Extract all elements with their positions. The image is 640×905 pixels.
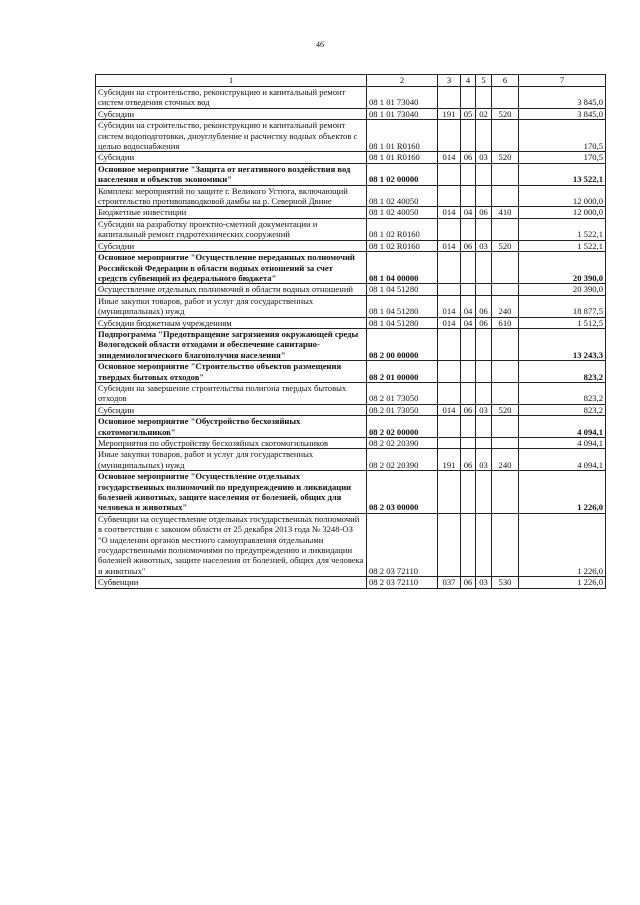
cell-sum: 13 522,1 [519,163,606,185]
cell-pr [476,120,492,152]
cell-code: 08 1 04 51280 [367,317,438,328]
cell-grbs: 014 [438,152,461,163]
cell-grbs: 014 [438,317,461,328]
cell-name: Субсидии [96,240,367,251]
table-row [96,438,606,449]
cell-grbs [438,163,461,185]
cell-pr [476,163,492,185]
cell-vr [492,185,519,207]
cell-rz [461,382,476,404]
cell-sum: 170,5 [519,152,606,163]
table-body [96,87,606,589]
cell-vr [492,328,519,360]
cell-pr [476,252,492,284]
cell-vr: 520 [492,152,519,163]
cell-pr: 03 [476,240,492,251]
cell-grbs [438,471,461,514]
cell-sum: 823,2 [519,404,606,415]
cell-grbs: 037 [438,577,461,588]
table-row [96,577,606,588]
cell-rz: 06 [461,404,476,415]
cell-rz [461,87,476,109]
cell-vr [492,513,519,576]
cell-rz: 06 [461,449,476,471]
cell-rz [461,163,476,185]
cell-name: Подпрограмма "Предотвращение загрязнения окружающей среды Вологодской области отходами и обеспечение санитарно-эпидемиологического благополучия населения" [96,328,367,360]
cell-grbs [438,438,461,449]
cell-rz [461,252,476,284]
cell-code: 08 1 04 00000 [367,252,438,284]
table-row [96,87,606,109]
cell-sum: 13 243,3 [519,328,606,360]
cell-rz [461,120,476,152]
cell-name: Субсидии [96,152,367,163]
cell-vr: 520 [492,108,519,119]
cell-rz: 06 [461,240,476,251]
cell-sum: 170,5 [519,120,606,152]
cell-code: 08 2 03 72110 [367,577,438,588]
cell-name: Основное мероприятие "Осуществление переданных полномочий Российской Федерации в области водных отношений за счет средств субвенций из федерального бюджета" [96,252,367,284]
cell-vr [492,252,519,284]
cell-sum: 4 094,1 [519,416,606,438]
cell-vr [492,416,519,438]
cell-sum: 20 390,0 [519,284,606,295]
cell-name: Субсидии на строительство, реконструкцию и капитальный ремонт систем водоподготовки, дноуглубление и расчистку водных объектов с целью водоснабжения [96,120,367,152]
cell-sum: 12 000,0 [519,207,606,218]
table-row [96,328,606,360]
cell-sum: 20 390,0 [519,252,606,284]
table-row [96,218,606,240]
cell-sum: 1 226,0 [519,513,606,576]
cell-name: Субсидии на строительство, реконструкцию и капитальный ремонт систем отведения сточных вод [96,87,367,109]
cell-code: 08 1 02 40050 [367,207,438,218]
cell-rz: 06 [461,577,476,588]
cell-pr: 02 [476,108,492,119]
cell-grbs: 014 [438,404,461,415]
column-header-rz: 4 [461,75,476,87]
cell-code: 08 1 02 R0160 [367,240,438,251]
cell-sum: 1 522,1 [519,218,606,240]
cell-code: 08 1 01 R0160 [367,120,438,152]
cell-grbs [438,284,461,295]
cell-code: 08 1 01 R0160 [367,152,438,163]
cell-vr: 240 [492,449,519,471]
cell-name: Комплекс мероприятий по защите г. Великого Устюга, включающий строительство противопаводковой дамбы на р. Северной Двине [96,185,367,207]
cell-grbs [438,120,461,152]
cell-vr [492,218,519,240]
cell-name: Субсидии на разработку проектно-сметной документации и капитальный ремонт гидротехнических сооружений [96,218,367,240]
cell-vr [492,361,519,383]
cell-code: 08 2 03 72110 [367,513,438,576]
cell-grbs [438,185,461,207]
budget-table [95,74,606,589]
cell-pr: 03 [476,404,492,415]
cell-pr [476,328,492,360]
cell-sum: 1 512,5 [519,317,606,328]
cell-vr [492,120,519,152]
cell-sum: 12 000,0 [519,185,606,207]
cell-pr: 03 [476,577,492,588]
column-header-code: 2 [367,75,438,87]
cell-grbs: 191 [438,449,461,471]
cell-code: 08 1 04 51280 [367,295,438,317]
cell-grbs: 014 [438,240,461,251]
cell-sum: 3 845,0 [519,87,606,109]
table-row [96,449,606,471]
cell-sum: 3 845,0 [519,108,606,119]
cell-code: 08 2 02 00000 [367,416,438,438]
column-header-sum: 7 [519,75,606,87]
cell-pr [476,361,492,383]
table-row [96,240,606,251]
cell-grbs [438,87,461,109]
cell-vr [492,163,519,185]
cell-name: Основное мероприятие "Обустройство бесхозяйных скотомогильников" [96,416,367,438]
table-header-row [96,75,606,87]
cell-pr: 03 [476,152,492,163]
table-row [96,252,606,284]
cell-pr [476,416,492,438]
cell-vr [492,87,519,109]
cell-sum: 823,2 [519,361,606,383]
cell-name: Субвенции на осуществление отдельных государственных полномочий в соответствии с законом области от 25 декабря 2013 года № 3248-ОЗ "О наделении органов местного самоуправления отдельными государственными полномочиями по предупреждению и ликвидации болезней животных, защите населения от болезней, общих для человека и животных" [96,513,367,576]
table-row [96,416,606,438]
cell-rz: 04 [461,317,476,328]
cell-pr [476,513,492,576]
cell-vr [492,438,519,449]
cell-vr [492,471,519,514]
cell-vr [492,382,519,404]
cell-sum: 4 094,1 [519,449,606,471]
cell-rz [461,513,476,576]
cell-rz [461,185,476,207]
cell-rz [461,438,476,449]
cell-grbs [438,218,461,240]
table-row [96,108,606,119]
table-row [96,317,606,328]
cell-code: 08 2 03 00000 [367,471,438,514]
cell-vr: 520 [492,404,519,415]
cell-rz: 05 [461,108,476,119]
cell-code: 08 1 02 R0160 [367,218,438,240]
cell-name: Иные закупки товаров, работ и услуг для государственных (муниципальных) нужд [96,449,367,471]
cell-code: 08 2 00 00000 [367,328,438,360]
cell-grbs: 191 [438,108,461,119]
page-number: 46 [316,40,324,49]
cell-sum: 1 522,1 [519,240,606,251]
cell-rz [461,218,476,240]
table-row [96,284,606,295]
cell-name: Субсидии бюджетным учреждениям [96,317,367,328]
cell-pr: 06 [476,207,492,218]
cell-grbs [438,513,461,576]
table-row [96,382,606,404]
cell-grbs [438,416,461,438]
cell-sum: 823,2 [519,382,606,404]
cell-name: Бюджетные инвестиции [96,207,367,218]
cell-rz: 04 [461,295,476,317]
cell-rz [461,284,476,295]
cell-grbs [438,328,461,360]
cell-rz [461,416,476,438]
table-row [96,207,606,218]
cell-pr [476,438,492,449]
column-header-name: 1 [96,75,367,87]
cell-grbs: 014 [438,295,461,317]
cell-name: Иные закупки товаров, работ и услуг для государственных (муниципальных) нужд [96,295,367,317]
cell-name: Основное мероприятие "Защита от негативного воздействия вод населения и объектов экономики" [96,163,367,185]
cell-vr: 240 [492,295,519,317]
cell-code: 08 1 02 00000 [367,163,438,185]
cell-code: 08 1 02 40050 [367,185,438,207]
column-header-vr: 6 [492,75,519,87]
cell-name: Субсидии [96,108,367,119]
cell-pr: 06 [476,317,492,328]
cell-vr: 410 [492,207,519,218]
cell-pr [476,284,492,295]
cell-sum: 4 094,1 [519,438,606,449]
column-header-grbs: 3 [438,75,461,87]
cell-name: Мероприятия по обустройству бесхозяйных скотомогильников [96,438,367,449]
cell-pr [476,87,492,109]
cell-name: Субсидии на завершение строительства полигона твердых бытовых отходов [96,382,367,404]
table-row [96,361,606,383]
cell-rz [461,328,476,360]
cell-vr: 530 [492,577,519,588]
cell-pr [476,471,492,514]
cell-sum: 1 226,0 [519,471,606,514]
table-row [96,185,606,207]
cell-code: 08 2 01 73050 [367,404,438,415]
cell-rz: 06 [461,152,476,163]
table-row [96,513,606,576]
cell-pr [476,382,492,404]
table-row [96,120,606,152]
cell-vr: 520 [492,240,519,251]
cell-grbs: 014 [438,207,461,218]
column-header-pr: 5 [476,75,492,87]
cell-grbs [438,382,461,404]
table-row [96,404,606,415]
cell-name: Субсидии [96,404,367,415]
table-row [96,152,606,163]
table-row [96,295,606,317]
cell-rz [461,471,476,514]
cell-code: 08 1 01 73040 [367,87,438,109]
cell-code: 08 2 02 20390 [367,438,438,449]
cell-code: 08 2 02 20390 [367,449,438,471]
cell-sum: 18 877,5 [519,295,606,317]
cell-code: 08 1 01 73040 [367,108,438,119]
table-row [96,471,606,514]
cell-grbs [438,252,461,284]
cell-pr [476,185,492,207]
cell-vr: 610 [492,317,519,328]
cell-sum: 1 226,0 [519,577,606,588]
cell-code: 08 2 01 73050 [367,382,438,404]
table-row [96,163,606,185]
cell-pr: 03 [476,449,492,471]
cell-name: Основное мероприятие "Осуществление отдельных государственных полномочий по предупреждению и ликвидации болезней животных, защите населения от болезней, общих для человека и животных" [96,471,367,514]
cell-code: 08 2 01 00000 [367,361,438,383]
cell-name: Субвенции [96,577,367,588]
cell-pr [476,218,492,240]
cell-name: Основное мероприятие "Строительство объектов размещения твердых бытовых отходов" [96,361,367,383]
cell-name: Осуществление отдельных полномочий в области водных отношений [96,284,367,295]
cell-rz: 04 [461,207,476,218]
cell-grbs [438,361,461,383]
cell-code: 08 1 04 51280 [367,284,438,295]
cell-vr [492,284,519,295]
cell-pr: 06 [476,295,492,317]
cell-rz [461,361,476,383]
